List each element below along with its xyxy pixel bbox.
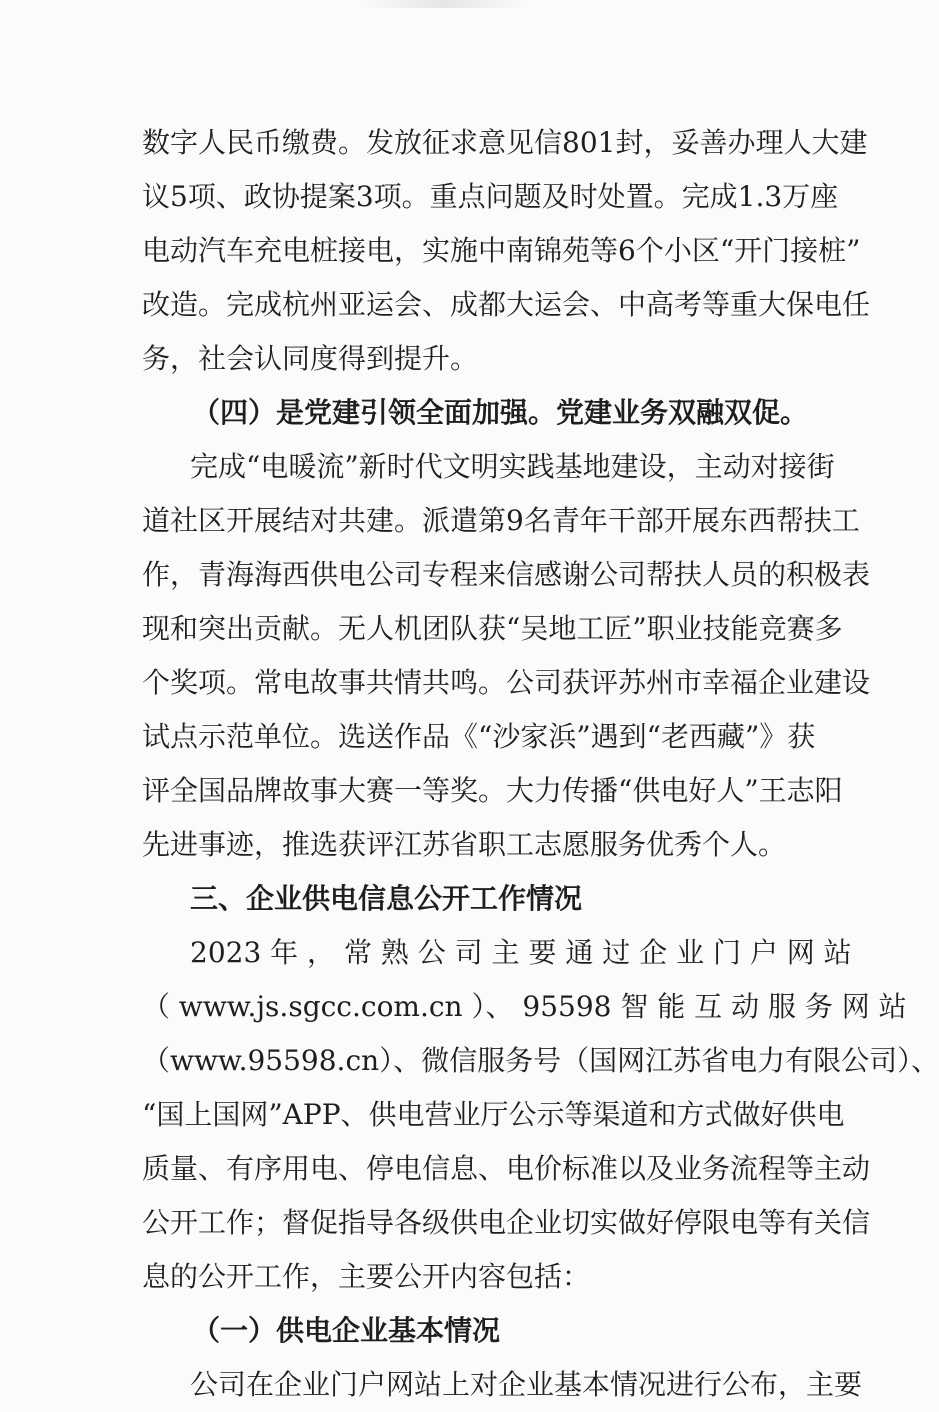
paragraph-line: 数字人民币缴费。发放征求意见信801封，妥善办理人大建 — [142, 126, 868, 159]
paragraph-line: 先进事迹，推选获评江苏省职工志愿服务优秀个人。 — [142, 828, 787, 861]
paragraph-line: 评全国品牌故事大赛一等奖。大力传播“供电好人”王志阳 — [142, 774, 843, 807]
paragraph-line: （ www.js.sgcc.com.cn ）、 95598 智 能 互 动 服 务 网 站 — [142, 990, 907, 1023]
scan-artifact — [360, 0, 530, 8]
paragraph-line: 公司在企业门户网站上对企业基本情况进行公布，主要 — [190, 1368, 863, 1401]
paragraph-line: “国上国网”APP、供电营业厅公示等渠道和方式做好供电 — [142, 1098, 845, 1131]
paragraph-line: 务，社会认同度得到提升。 — [142, 342, 479, 375]
paragraph-line: 2023 年 ， 常 熟 公 司 主 要 通 过 企 业 门 户 网 站 — [190, 936, 852, 969]
document-body — [142, 116, 939, 1412]
paragraph-line: 电动汽车充电桩接电，实施中南锦苑等6个小区“开门接桩” — [142, 234, 861, 267]
paragraph-line: 完成“电暖流”新时代文明实践基地建设，主动对接街 — [190, 450, 835, 483]
paragraph-line: 试点示范单位。选送作品《“沙家浜”遇到“老西藏”》获 — [142, 720, 816, 753]
paragraph-line: 现和突出贡献。无人机团队获“吴地工匠”职业技能竞赛多 — [142, 612, 843, 645]
chapter-heading-3: 三、企业供电信息公开工作情况 — [190, 882, 583, 915]
paragraph-line: 质量、有序用电、停电信息、电价标准以及业务流程等主动 — [142, 1152, 871, 1185]
paragraph-line: 作，青海海西供电公司专程来信感谢公司帮扶人员的积极表 — [142, 558, 871, 591]
paragraph-line: 改造。完成杭州亚运会、成都大运会、中高考等重大保电任 — [142, 288, 871, 321]
paragraph-line: 个奖项。常电故事共情共鸣。公司获评苏州市幸福企业建设 — [142, 666, 871, 699]
section-heading-4: （四）是党建引领全面加强。党建业务双融双促。 — [192, 396, 809, 429]
paragraph-line: 息的公开工作，主要公开内容包括： — [142, 1260, 591, 1293]
section-heading-1: （一）供电企业基本情况 — [192, 1314, 501, 1347]
paragraph-line: 议5项、政协提案3项。重点问题及时处置。完成1.3万座 — [142, 180, 839, 213]
paragraph-line: （www.95598.cn）、微信服务号（国网江苏省电力有限公司）、 — [142, 1044, 939, 1077]
paragraph-line: 道社区开展结对共建。派遣第9名青年干部开展东西帮扶工 — [142, 504, 860, 537]
paragraph-line: 公开工作；督促指导各级供电企业切实做好停限电等有关信 — [142, 1206, 871, 1239]
